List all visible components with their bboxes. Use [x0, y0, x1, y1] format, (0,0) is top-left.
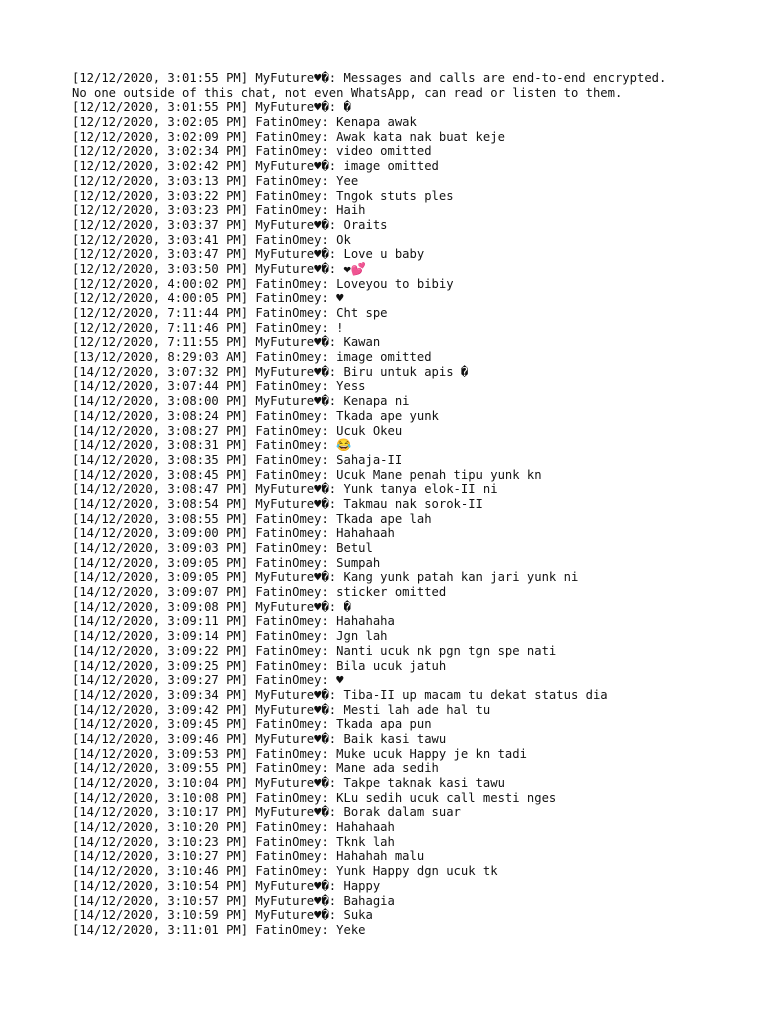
chat-log-line: [14/12/2020, 3:09:55 PM] FatinOmey: Mane ada sedih: [72, 761, 439, 776]
chat-log-line: [14/12/2020, 3:08:00 PM] MyFuture♥�: Kenapa ni: [72, 394, 410, 409]
chat-log-line: [12/12/2020, 3:03:47 PM] MyFuture♥�: Love u baby: [72, 247, 425, 262]
chat-log-line: [14/12/2020, 3:10:46 PM] FatinOmey: Yunk Happy dgn ucuk tk: [72, 864, 498, 879]
chat-log-line: [14/12/2020, 3:09:00 PM] FatinOmey: Hahahaah: [72, 526, 395, 541]
chat-log-line: [14/12/2020, 3:09:05 PM] MyFuture♥�: Kang yunk patah kan jari yunk ni: [72, 570, 579, 585]
chat-log-line: [12/12/2020, 4:00:05 PM] FatinOmey: ♥: [72, 291, 344, 306]
chat-log-line: [12/12/2020, 3:03:23 PM] FatinOmey: Haih: [72, 203, 366, 218]
chat-log-line: [14/12/2020, 3:08:27 PM] FatinOmey: Ucuk Okeu: [72, 423, 403, 438]
chat-log-line: [12/12/2020, 3:01:55 PM] MyFuture♥�: Messages and calls are end-to-end encrypted.: [72, 71, 667, 85]
chat-log-line: [12/12/2020, 7:11:55 PM] MyFuture♥�: Kawan: [72, 335, 381, 350]
chat-log-line: [14/12/2020, 3:10:23 PM] FatinOmey: Tknk lah: [72, 834, 395, 849]
chat-log-line: [14/12/2020, 3:09:45 PM] FatinOmey: Tkada apa pun: [72, 717, 432, 732]
chat-log-line: [14/12/2020, 3:08:54 PM] MyFuture♥�: Takmau nak sorok-II: [72, 496, 483, 511]
chat-log-text: [72, 71, 752, 938]
chat-log-line: [14/12/2020, 3:07:44 PM] FatinOmey: Yess: [72, 379, 366, 394]
chat-log-line: [14/12/2020, 3:08:47 PM] MyFuture♥�: Yunk tanya elok-II ni: [72, 482, 498, 497]
chat-log-line: [14/12/2020, 3:09:42 PM] MyFuture♥�: Mesti lah ade hal tu: [72, 702, 491, 717]
chat-log-line: [14/12/2020, 3:10:57 PM] MyFuture♥�: Bahagia: [72, 893, 395, 908]
chat-log-line: [12/12/2020, 3:02:34 PM] FatinOmey: video omitted: [72, 144, 432, 159]
chat-log-line: [14/12/2020, 3:09:53 PM] FatinOmey: Muke ucuk Happy je kn tadi: [72, 746, 527, 761]
chat-log-line: [12/12/2020, 3:03:22 PM] FatinOmey: Tngok stuts ples: [72, 188, 454, 203]
chat-log-line: [14/12/2020, 3:10:08 PM] FatinOmey: KLu sedih ucuk call mesti nges: [72, 790, 557, 805]
chat-log-line: [14/12/2020, 3:08:35 PM] FatinOmey: Sahaja-II: [72, 452, 403, 467]
chat-log-line: [14/12/2020, 3:09:11 PM] FatinOmey: Hahahaha: [72, 614, 395, 629]
chat-log-line: [14/12/2020, 3:09:46 PM] MyFuture♥�: Baik kasi tawu: [72, 731, 447, 746]
chat-log-line: [12/12/2020, 3:03:50 PM] MyFuture♥�: ❤💕: [72, 261, 366, 276]
chat-log-line: [12/12/2020, 3:03:41 PM] FatinOmey: Ok: [72, 232, 351, 247]
chat-log-line: [14/12/2020, 3:09:22 PM] FatinOmey: Nanti ucuk nk pgn tgn spe nati: [72, 643, 557, 658]
chat-log-line: [14/12/2020, 3:09:07 PM] FatinOmey: sticker omitted: [72, 585, 447, 600]
chat-log-line: [14/12/2020, 3:08:45 PM] FatinOmey: Ucuk Mane penah tipu yunk kn: [72, 467, 542, 482]
chat-log-line: [12/12/2020, 3:02:05 PM] FatinOmey: Kenapa awak: [72, 115, 417, 130]
chat-log-line: [14/12/2020, 3:10:27 PM] FatinOmey: Hahahah malu: [72, 849, 425, 864]
chat-log-line: [12/12/2020, 3:03:13 PM] FatinOmey: Yee: [72, 173, 359, 188]
chat-log-line: [13/12/2020, 8:29:03 AM] FatinOmey: image omitted: [72, 350, 432, 365]
chat-log-line: [14/12/2020, 3:09:34 PM] MyFuture♥�: Tiba-II up macam tu dekat status dia: [72, 687, 608, 702]
chat-log-line: [12/12/2020, 3:02:09 PM] FatinOmey: Awak kata nak buat keje: [72, 129, 505, 144]
chat-log-line: [14/12/2020, 3:10:17 PM] MyFuture♥�: Borak dalam suar: [72, 805, 461, 820]
chat-log-line: [14/12/2020, 3:10:59 PM] MyFuture♥�: Suka: [72, 908, 373, 923]
chat-log-line: [14/12/2020, 3:11:01 PM] FatinOmey: Yeke: [72, 922, 366, 937]
chat-log-line: [14/12/2020, 3:08:55 PM] FatinOmey: Tkada ape lah: [72, 511, 432, 526]
chat-log-line: [14/12/2020, 3:10:54 PM] MyFuture♥�: Happy: [72, 878, 381, 893]
chat-log-line: [14/12/2020, 3:07:32 PM] MyFuture♥�: Biru untuk apis �: [72, 364, 469, 379]
chat-log-line: [14/12/2020, 3:09:27 PM] FatinOmey: ♥: [72, 673, 344, 688]
chat-log-line: [14/12/2020, 3:08:24 PM] FatinOmey: Tkada ape yunk: [72, 408, 439, 423]
chat-log-line: [14/12/2020, 3:10:20 PM] FatinOmey: Hahahaah: [72, 820, 395, 835]
chat-log-line: [14/12/2020, 3:09:03 PM] FatinOmey: Betul: [72, 541, 373, 555]
chat-log-line: [14/12/2020, 3:09:05 PM] FatinOmey: Sumpah: [72, 555, 381, 570]
chat-log-line: [14/12/2020, 3:09:08 PM] MyFuture♥�: �: [72, 599, 351, 614]
chat-log-line: [14/12/2020, 3:08:31 PM] FatinOmey: 😂: [72, 438, 352, 453]
chat-log-line: [12/12/2020, 3:01:55 PM] MyFuture♥�: �: [72, 100, 351, 115]
chat-log-line-continuation: No one outside of this chat, not even WhatsApp, can read or listen to them.: [72, 85, 623, 100]
chat-log-line: [12/12/2020, 7:11:46 PM] FatinOmey: !: [72, 320, 344, 335]
chat-log-line: [12/12/2020, 3:02:42 PM] MyFuture♥�: image omitted: [72, 159, 439, 174]
chat-log-line: [14/12/2020, 3:10:04 PM] MyFuture♥�: Takpe taknak kasi tawu: [72, 776, 505, 790]
chat-log-line: [14/12/2020, 3:09:25 PM] FatinOmey: Bila ucuk jatuh: [72, 658, 447, 673]
chat-log-line: [12/12/2020, 3:03:37 PM] MyFuture♥�: Oraits: [72, 217, 388, 232]
chat-log-line: [14/12/2020, 3:09:14 PM] FatinOmey: Jgn lah: [72, 629, 388, 644]
chat-log-line: [12/12/2020, 7:11:44 PM] FatinOmey: Cht spe: [72, 306, 388, 320]
chat-log-line: [12/12/2020, 4:00:02 PM] FatinOmey: Loveyou to bibiy: [72, 276, 454, 291]
